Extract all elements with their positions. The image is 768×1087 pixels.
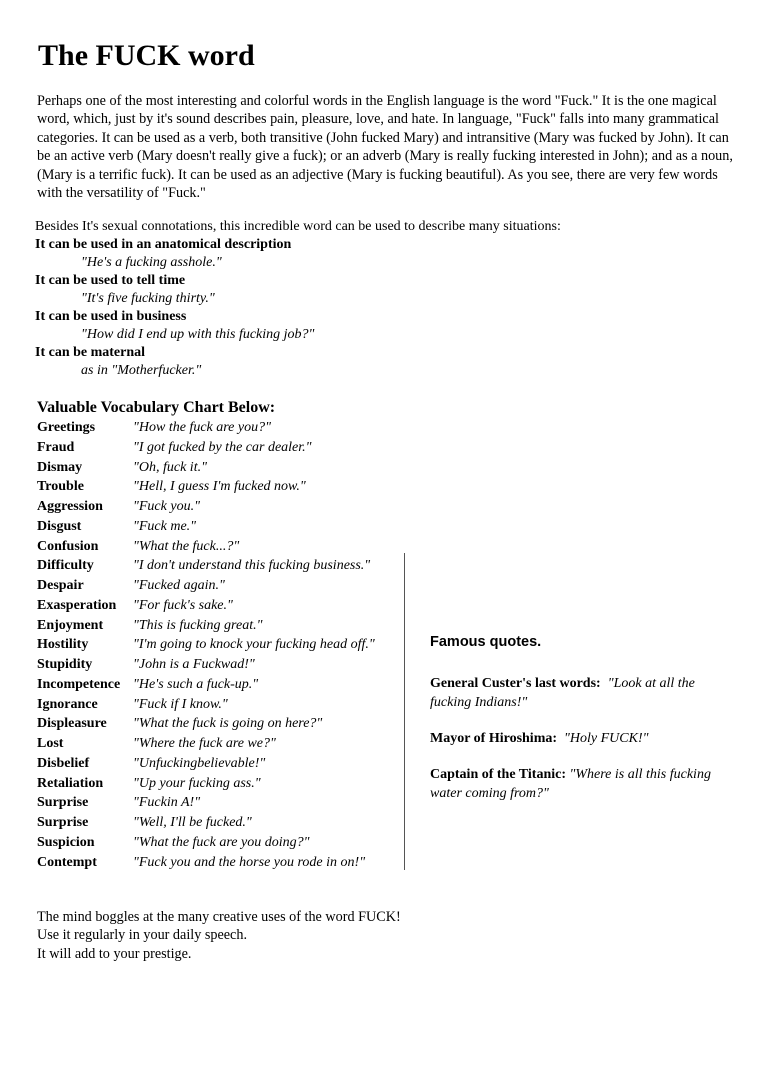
vocabulary-term: Incompetence xyxy=(37,676,121,692)
vocabulary-phrase: "What the fuck...?" xyxy=(133,538,240,554)
vocabulary-phrase: "He's such a fuck-up." xyxy=(133,676,259,692)
vocabulary-phrase: "Fuck you and the horse you rode in on!" xyxy=(133,854,366,870)
use-heading: It can be used in business xyxy=(35,309,187,324)
vocabulary-phrase: "John is a Fuckwad!" xyxy=(133,657,255,672)
quote-text: "Holy FUCK!" xyxy=(564,731,649,746)
use-example: as in "Motherfucker." xyxy=(81,363,202,378)
vocabulary-term: Aggression xyxy=(37,499,103,514)
vocabulary-term: Hostility xyxy=(37,637,89,653)
vocabulary-term: Trouble xyxy=(37,479,84,495)
use-example: "How did I end up with this fucking job?" xyxy=(81,327,315,342)
vocabulary-term: Despair xyxy=(37,578,84,593)
vocabulary-term: Dismay xyxy=(37,459,83,475)
vocabulary-term: Difficulty xyxy=(37,558,94,574)
famous-quotes xyxy=(430,632,730,820)
vocabulary-term: Contempt xyxy=(37,854,97,870)
closing-line: The mind boggles at the many creative uses of the word FUCK! xyxy=(37,909,401,925)
vocabulary-phrase: "Well, I'll be fucked." xyxy=(133,815,252,830)
vocabulary-phrase: "Unfuckingbelievable!" xyxy=(133,755,266,771)
closing-text xyxy=(37,908,401,963)
vocabulary-term: Fraud xyxy=(37,439,75,455)
vocabulary-term: Ignorance xyxy=(37,696,98,712)
vocabulary-term: Lost xyxy=(37,736,64,751)
intro-paragraph: Perhaps one of the most interesting and colorful words in the English language is the word "Fuck." It is the one magical word, which, just by it's sound describes pain, pleasure, love, and hate. In language, "Fuck" falls into many grammatical categories. It can be used as a verb, both transitive (John fucked Mary) and intransitive (Mary was fucked by John). It can be an active verb (Mary doesn't really give a fuck); or an adverb (Mary is really fucking interested in John); and as a noun, (Mary is a terrific fuck). It can be used as an adjective (Mary is fucking beautiful). As you see, there are very few words with the versatility of "Fuck." xyxy=(37,93,733,202)
use-heading: It can be maternal xyxy=(35,345,146,360)
vocabulary-phrase: "I'm going to knock your fucking head off." xyxy=(133,637,375,653)
quotes-title: Famous quotes. xyxy=(430,634,542,650)
use-heading: It can be used to tell time xyxy=(35,273,186,288)
vocabulary-phrase: "Fuck you." xyxy=(133,499,200,514)
vocabulary-phrase: "Where the fuck are we?" xyxy=(133,736,276,751)
vocabulary-phrase: "Fuckin A!" xyxy=(133,795,201,811)
vocabulary-term: Greetings xyxy=(37,420,96,435)
quote-item xyxy=(430,674,730,712)
vocabulary-title: Valuable Vocabulary Chart Below: xyxy=(37,399,276,416)
use-example: "It's five fucking thirty." xyxy=(81,291,215,306)
vocabulary-phrase: "This is fucking great." xyxy=(133,617,263,633)
vocabulary-phrase: "What the fuck is going on here?" xyxy=(133,716,323,732)
vocabulary-phrase: "Fuck if I know." xyxy=(133,696,228,712)
quote-speaker: Mayor of Hiroshima: xyxy=(430,731,558,746)
vocabulary-phrase: "I don't understand this fucking business." xyxy=(133,558,371,574)
vocabulary-term: Disgust xyxy=(37,518,82,534)
vocabulary-term: Stupidity xyxy=(37,657,93,672)
quote-item xyxy=(430,765,730,803)
vocabulary-term: Confusion xyxy=(37,538,99,554)
closing-line: It will add to your prestige. xyxy=(37,945,192,962)
quote-text: "Look at all the fucking Indians!" xyxy=(430,676,695,710)
vocabulary-term: Enjoyment xyxy=(37,617,104,633)
vocabulary-term: Retaliation xyxy=(37,775,104,791)
quote-text: "Where is all this fucking water coming from?" xyxy=(430,767,711,801)
vocabulary-phrase: "Fucked again." xyxy=(133,578,225,593)
vocabulary-term: Surprise xyxy=(37,815,89,830)
vocabulary-phrase: "Up your fucking ass." xyxy=(133,775,261,791)
vocabulary-term: Surprise xyxy=(37,795,89,811)
vocabulary-phrase: "How the fuck are you?" xyxy=(133,420,271,435)
vocabulary-term: Displeasure xyxy=(37,716,107,732)
quote-item xyxy=(430,729,730,748)
use-heading: It can be used in an anatomical description xyxy=(35,237,292,252)
page-title: The FUCK word xyxy=(38,39,255,72)
vocabulary-term: Exasperation xyxy=(37,597,117,613)
vocabulary-term: Suspicion xyxy=(37,834,95,850)
quote-speaker: General Custer's last words: xyxy=(430,676,601,691)
vocabulary-phrase: "Oh, fuck it." xyxy=(133,459,207,475)
quote-speaker: Captain of the Titanic: xyxy=(430,767,566,782)
vocabulary-phrase: "For fuck's sake." xyxy=(133,597,233,613)
uses-section xyxy=(35,218,735,380)
vocabulary-phrase: "Hell, I guess I'm fucked now." xyxy=(133,479,306,495)
vocabulary-term: Disbelief xyxy=(37,755,90,771)
closing-line: Use it regularly in your daily speech. xyxy=(37,927,247,944)
uses-lead: Besides It's sexual connotations, this incredible word can be used to describe many situations: xyxy=(35,219,561,234)
use-example: "He's a fucking asshole." xyxy=(81,255,222,270)
vocabulary-phrase: "Fuck me." xyxy=(133,518,197,534)
column-divider xyxy=(404,553,405,870)
vocabulary-phrase: "What the fuck are you doing?" xyxy=(133,834,310,850)
vocabulary-phrase: "I got fucked by the car dealer." xyxy=(133,439,312,455)
